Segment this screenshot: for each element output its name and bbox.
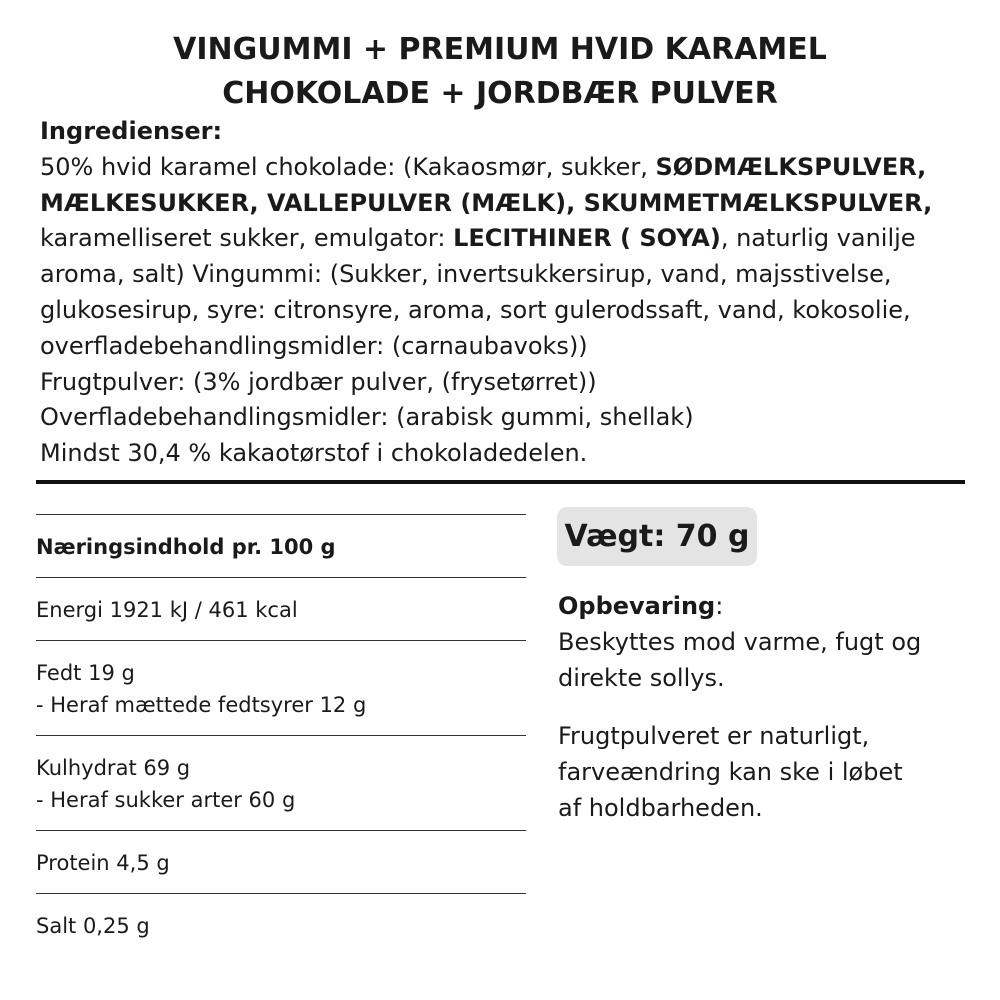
ingredients-text: , naturlig vanilje — [720, 224, 916, 253]
storage-text-line: Beskyttes mod varme, fugt og — [558, 628, 922, 656]
nutrition-row-salt: Salt 0,25 g — [36, 914, 150, 938]
ingredients-heading — [40, 114, 970, 150]
ingredients-section — [40, 114, 970, 472]
sugars-value: - Heraf sukker arter 60 g — [36, 788, 296, 812]
storage-section — [558, 588, 978, 826]
storage-heading — [558, 588, 978, 624]
title-line-2: CHOKOLADE + JORDBÆR PULVER — [222, 76, 778, 111]
allergen-text: SØDMÆLKSPULVER, — [655, 152, 927, 181]
saturated-fat-value: - Heraf mættede fedtsyrer 12 g — [36, 693, 367, 717]
nutrition-row-carbs — [36, 736, 526, 830]
fruit-note-line: Frugtpulveret er naturligt, — [558, 722, 870, 750]
ingredients-text: karamelliseret sukker, emulgator: — [40, 224, 454, 253]
allergen-text: MÆLKESUKKER, VALLEPULVER (MÆLK), SKUMMETMÆLKSPULVER, — [40, 188, 933, 217]
nutrition-table — [36, 514, 526, 942]
fruit-note-line: farveændring kan ske i løbet — [558, 758, 903, 786]
fruit-note-line: af holdbarheden. — [558, 794, 763, 822]
ingredients-line-5: glukosesirup, syre: citronsyre, aroma, sort gulerodssaft, vand, kokosolie, — [40, 295, 911, 324]
storage-heading-text: Opbevaring — [558, 592, 716, 620]
paragraph-gap — [558, 696, 978, 718]
ingredients-line-6: overfladebehandlingsmidler: (carnaubavoks)) — [40, 331, 588, 360]
nutrition-row-energy: Energi 1921 kJ / 461 kcal — [36, 598, 298, 622]
carbs-value: Kulhydrat 69 g — [36, 756, 191, 780]
fat-value: Fedt 19 g — [36, 661, 135, 685]
surface-agents-line: Overfladebehandlingsmidler: (arabisk gummi, shellak) — [40, 403, 694, 432]
allergen-text: LECITHINER ( SOYA) — [453, 224, 721, 253]
ingredients-heading-text: Ingredienser: — [40, 117, 223, 145]
storage-heading-colon: : — [715, 592, 724, 620]
storage-text-line: direkte sollys. — [558, 664, 725, 692]
nutrition-row-fat — [36, 641, 526, 735]
section-divider — [36, 480, 965, 484]
ingredients-line-1 — [40, 150, 970, 186]
title-line-1: VINGUMMI + PREMIUM HVID KARAMEL — [173, 32, 827, 67]
ingredients-line-3 — [40, 221, 970, 257]
ingredients-text: 50% hvid karamel chokolade: (Kakaosmør, sukker, — [40, 152, 656, 181]
product-title — [0, 28, 1000, 116]
ingredients-line-4: aroma, salt) Vingummi: (Sukker, invertsukkersirup, vand, majsstivelse, — [40, 260, 892, 289]
cocoa-solids-line: Mindst 30,4 % kakaotørstof i chokoladedelen. — [40, 439, 588, 468]
nutrition-heading: Næringsindhold pr. 100 g — [36, 535, 336, 559]
nutrition-row-protein: Protein 4,5 g — [36, 851, 170, 875]
fruit-powder-line: Frugtpulver: (3% jordbær pulver, (frysetørret)) — [40, 367, 597, 396]
ingredients-line-2 — [40, 186, 970, 222]
weight-badge: Vægt: 70 g — [557, 507, 757, 566]
